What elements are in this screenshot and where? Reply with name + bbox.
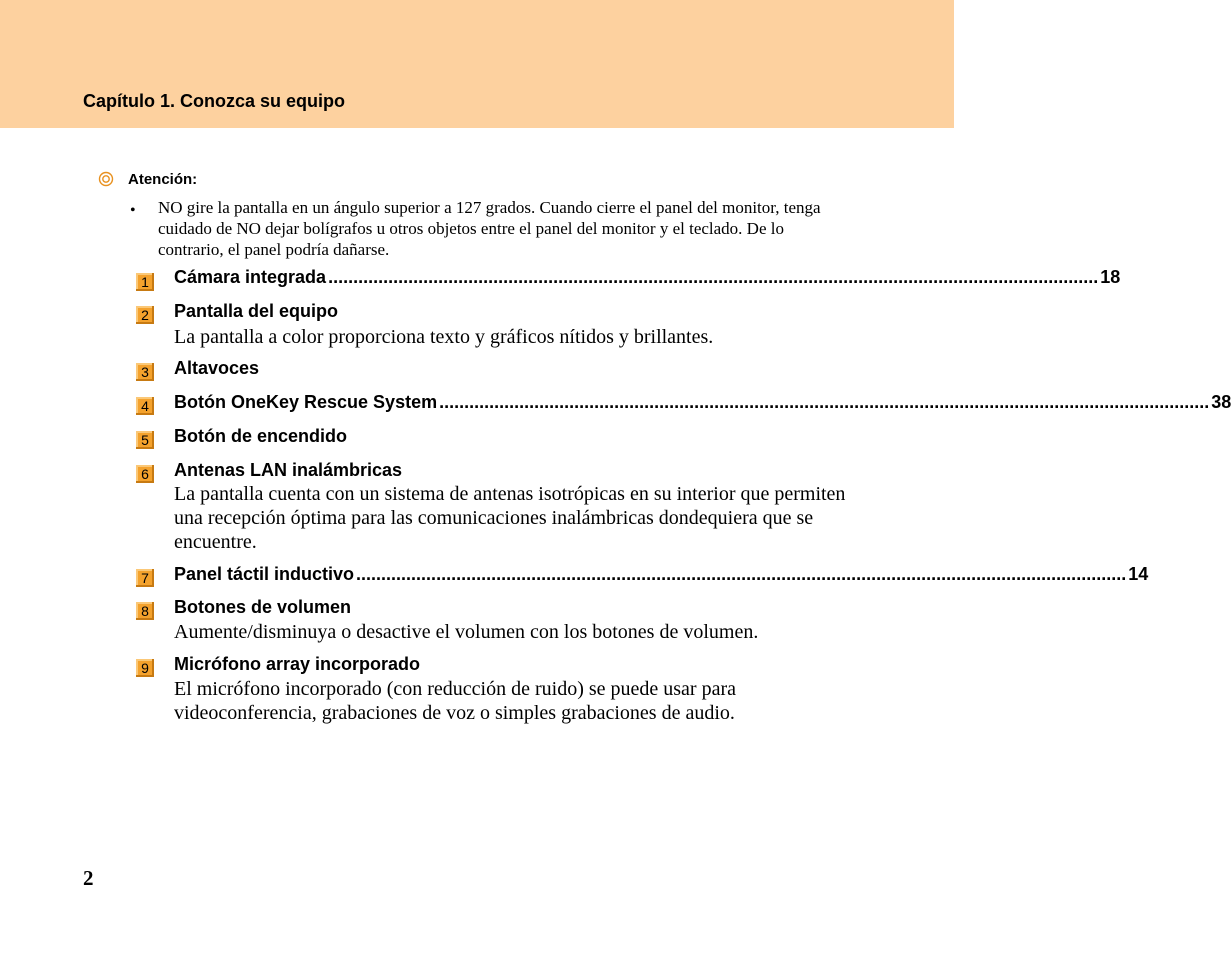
item-number-badge: 9: [136, 659, 154, 677]
item-title-row: [174, 425, 840, 447]
item-title: Botones de volumen: [174, 597, 352, 617]
item-title-row: [174, 563, 1149, 585]
item-description: El micrófono incorporado (con reducción de ruido) se puede usar para videoconferencia, grabaciones de voz o simples grabaciones de audio.: [174, 678, 737, 724]
item-title-row: [174, 459, 840, 481]
item-number-badge: 7: [136, 569, 154, 587]
item-number-badge: 5: [136, 431, 154, 449]
item-title-row: [174, 300, 840, 322]
list-item: [136, 391, 1231, 414]
item-description: La pantalla a color proporciona texto y gráficos nítidos y brillantes.: [174, 326, 714, 348]
item-title: Micrófono array incorporado: [174, 654, 421, 674]
item-title: Pantalla del equipo: [174, 301, 339, 321]
component-list: [136, 266, 1231, 725]
list-item: [136, 563, 1149, 586]
item-title: Altavoces: [174, 358, 260, 378]
item-title-row: [174, 653, 840, 675]
list-item: [136, 300, 840, 349]
item-number-badge: 2: [136, 306, 154, 324]
bullet: •: [130, 202, 136, 219]
attention-text: NO gire la pantalla en un ángulo superior a 127 grados. Cuando cierre el panel del monitor, tenga cuidado de NO dejar bolígrafos u otros objetos entre el panel del monitor y el teclado. De lo contrario, el panel podría dañarse.: [158, 198, 821, 259]
item-title: Botón OneKey Rescue System: [174, 392, 438, 412]
leader-dots: ..........................................................................................................................................................: [356, 564, 1127, 584]
item-title: Panel táctil inductivo: [174, 564, 355, 584]
list-item: [136, 357, 840, 379]
page-number: 2: [83, 866, 94, 890]
list-item: [136, 596, 840, 644]
item-title-row: [174, 357, 840, 379]
list-item: [136, 653, 840, 725]
attention-note: [98, 169, 821, 259]
list-item: [136, 425, 840, 447]
item-page-reference: 18: [1100, 267, 1121, 287]
item-title: Cámara integrada: [174, 267, 327, 287]
item-number-badge: 4: [136, 397, 154, 415]
item-number-badge: 8: [136, 602, 154, 620]
item-description: La pantalla cuenta con un sistema de antenas isotrópicas en su interior que permiten una recepción óptima para las comunicaciones inalámbricas dondequiera que se encuentre.: [174, 483, 846, 553]
leader-dots: ..........................................................................................................................................................: [328, 267, 1099, 287]
attention-heading: [98, 169, 818, 191]
item-page-reference: 14: [1128, 564, 1149, 584]
item-title-row: [174, 266, 1121, 288]
item-page-reference: 38: [1211, 392, 1231, 412]
attention-circle-icon: [98, 171, 114, 187]
item-number-badge: 3: [136, 363, 154, 381]
item-number-badge: 6: [136, 465, 154, 483]
item-description: Aumente/disminuya o desactive el volumen con los botones de volumen.: [174, 621, 759, 643]
chapter-title: Capítulo 1. Conozca su equipo: [83, 91, 346, 111]
item-title: Botón de encendido: [174, 426, 347, 446]
leader-dots: ..........................................................................................................................................................: [439, 392, 1210, 412]
item-title: Antenas LAN inalámbricas: [174, 460, 403, 480]
attention-label: Atención:: [128, 171, 198, 188]
list-item: [136, 459, 846, 554]
item-title-row: [174, 596, 840, 618]
list-item: [136, 266, 1121, 290]
item-number-badge: 1: [136, 273, 154, 291]
item-title-row: [174, 391, 1231, 413]
